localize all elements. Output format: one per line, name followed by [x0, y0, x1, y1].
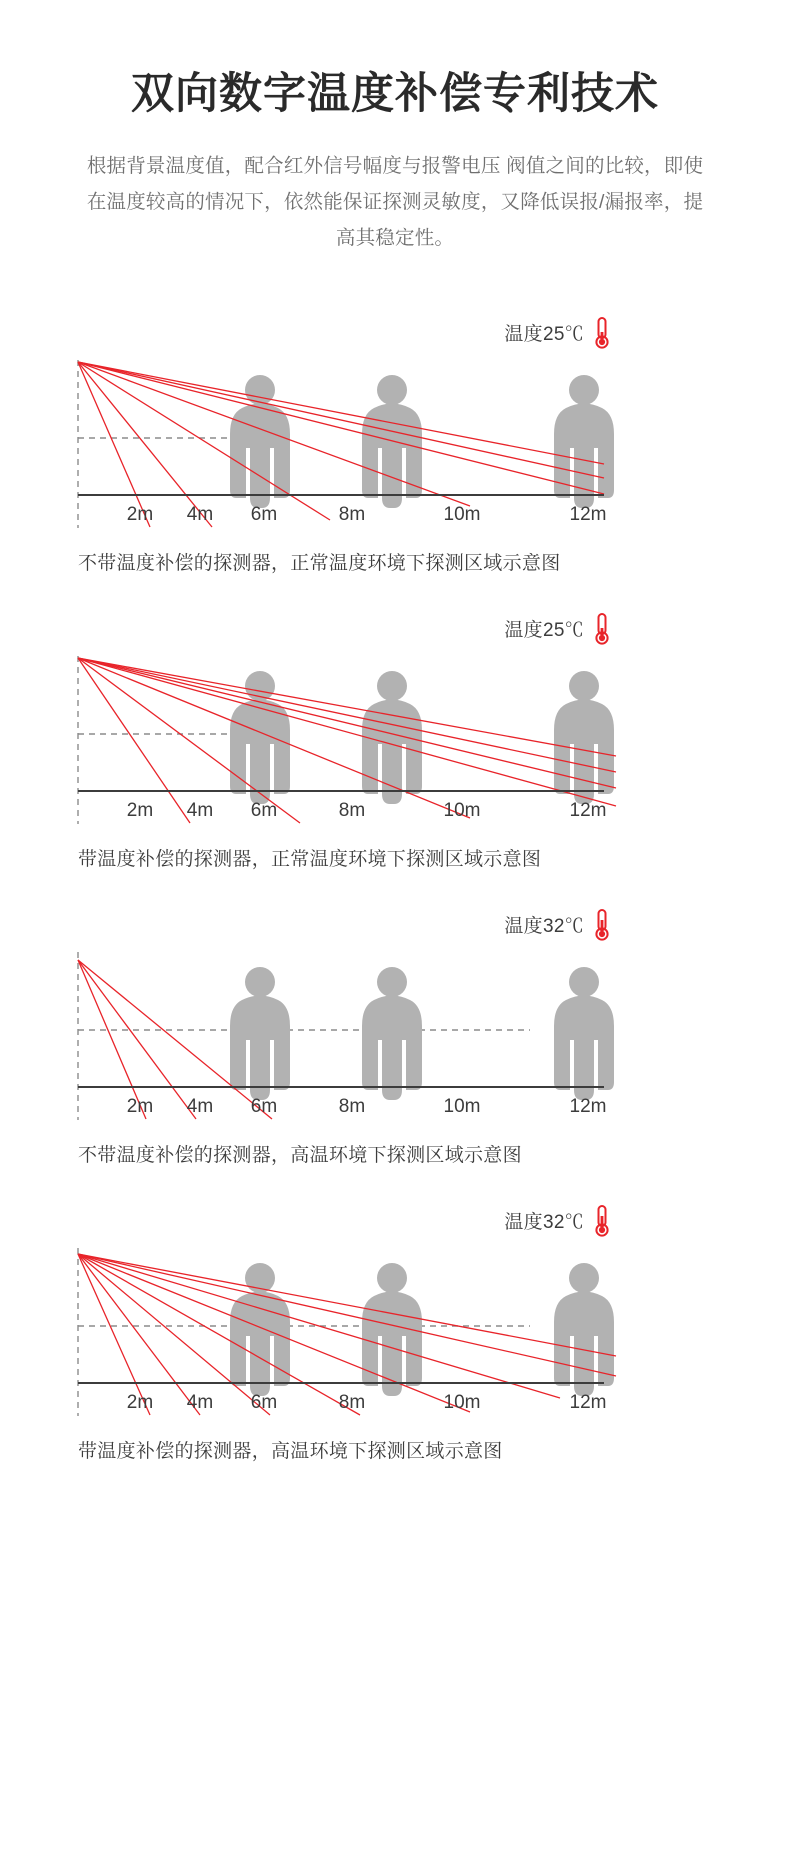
tick-10m: 10m: [443, 1095, 481, 1117]
tick-4m: 4m: [186, 503, 214, 525]
diagram-caption-4: 带温度补偿的探测器，高温环境下探测区域示意图: [78, 1440, 503, 1462]
detection-beams-1: [78, 362, 604, 527]
diagram-block-4: [0, 1196, 790, 1492]
tick-10m: 10m: [443, 503, 481, 525]
tick-6m: 6m: [250, 1095, 278, 1117]
person-silhouette: [230, 967, 614, 1100]
tick-2m: 2m: [126, 799, 154, 821]
tick-2m: 2m: [126, 1095, 154, 1117]
diagram-caption-2: 带温度补偿的探测器，正常温度环境下探测区域示意图: [78, 848, 542, 870]
tick-10m: 10m: [443, 1391, 481, 1413]
person-silhouette: [230, 671, 614, 804]
tick-4m: 4m: [186, 1095, 214, 1117]
tick-8m: 8m: [338, 799, 366, 821]
tick-2m: 2m: [126, 1391, 154, 1413]
distance-axis-2: [78, 790, 604, 792]
detection-beams-4: [78, 1254, 616, 1415]
distance-axis-3: [78, 1086, 604, 1088]
tick-12m: 12m: [569, 1391, 607, 1413]
distance-axis-1: [78, 494, 604, 496]
tick-6m: 6m: [250, 1391, 278, 1413]
page-description: 根据背景温度值，配合红外信号幅度与报警电压 阀值之间的比较，即使在温度较高的情况下，依然能保证探测灵敏度，又降低误报/漏报率，提高其稳定性。: [86, 154, 704, 249]
tick-8m: 8m: [338, 1391, 366, 1413]
tick-12m: 12m: [569, 799, 607, 821]
diagram-caption-1: 不带温度补偿的探测器，正常温度环境下探测区域示意图: [78, 552, 561, 574]
diagram-block-1: [0, 308, 790, 604]
distance-axis-4: [78, 1382, 604, 1384]
diagram-caption-3: 不带温度补偿的探测器，高温环境下探测区域示意图: [78, 1144, 522, 1166]
tick-6m: 6m: [250, 503, 278, 525]
tick-10m: 10m: [443, 799, 481, 821]
temperature-label-2: 温度25℃: [504, 620, 584, 642]
page-title: 双向数字温度补偿专利技术: [131, 70, 659, 118]
tick-8m: 8m: [338, 503, 366, 525]
diagram-list: [0, 308, 790, 1492]
temperature-label-4: 温度32℃: [504, 1212, 584, 1234]
tick-6m: 6m: [250, 799, 278, 821]
distance-ticks-1: [78, 504, 618, 534]
tick-4m: 4m: [186, 799, 214, 821]
infographic-page: [0, 68, 790, 1874]
distance-ticks-4: [78, 1392, 618, 1422]
tick-12m: 12m: [569, 503, 607, 525]
diagram-block-3: [0, 900, 790, 1196]
detection-beams-2: [78, 658, 616, 823]
temperature-label-1: 温度25℃: [504, 324, 584, 346]
tick-12m: 12m: [569, 1095, 607, 1117]
diagram-block-2: [0, 604, 790, 900]
person-silhouette: [230, 1263, 614, 1396]
tick-2m: 2m: [126, 503, 154, 525]
tick-8m: 8m: [338, 1095, 366, 1117]
temperature-label-3: 温度32℃: [504, 916, 584, 938]
distance-ticks-2: [78, 800, 618, 830]
distance-ticks-3: [78, 1096, 618, 1126]
tick-4m: 4m: [186, 1391, 214, 1413]
